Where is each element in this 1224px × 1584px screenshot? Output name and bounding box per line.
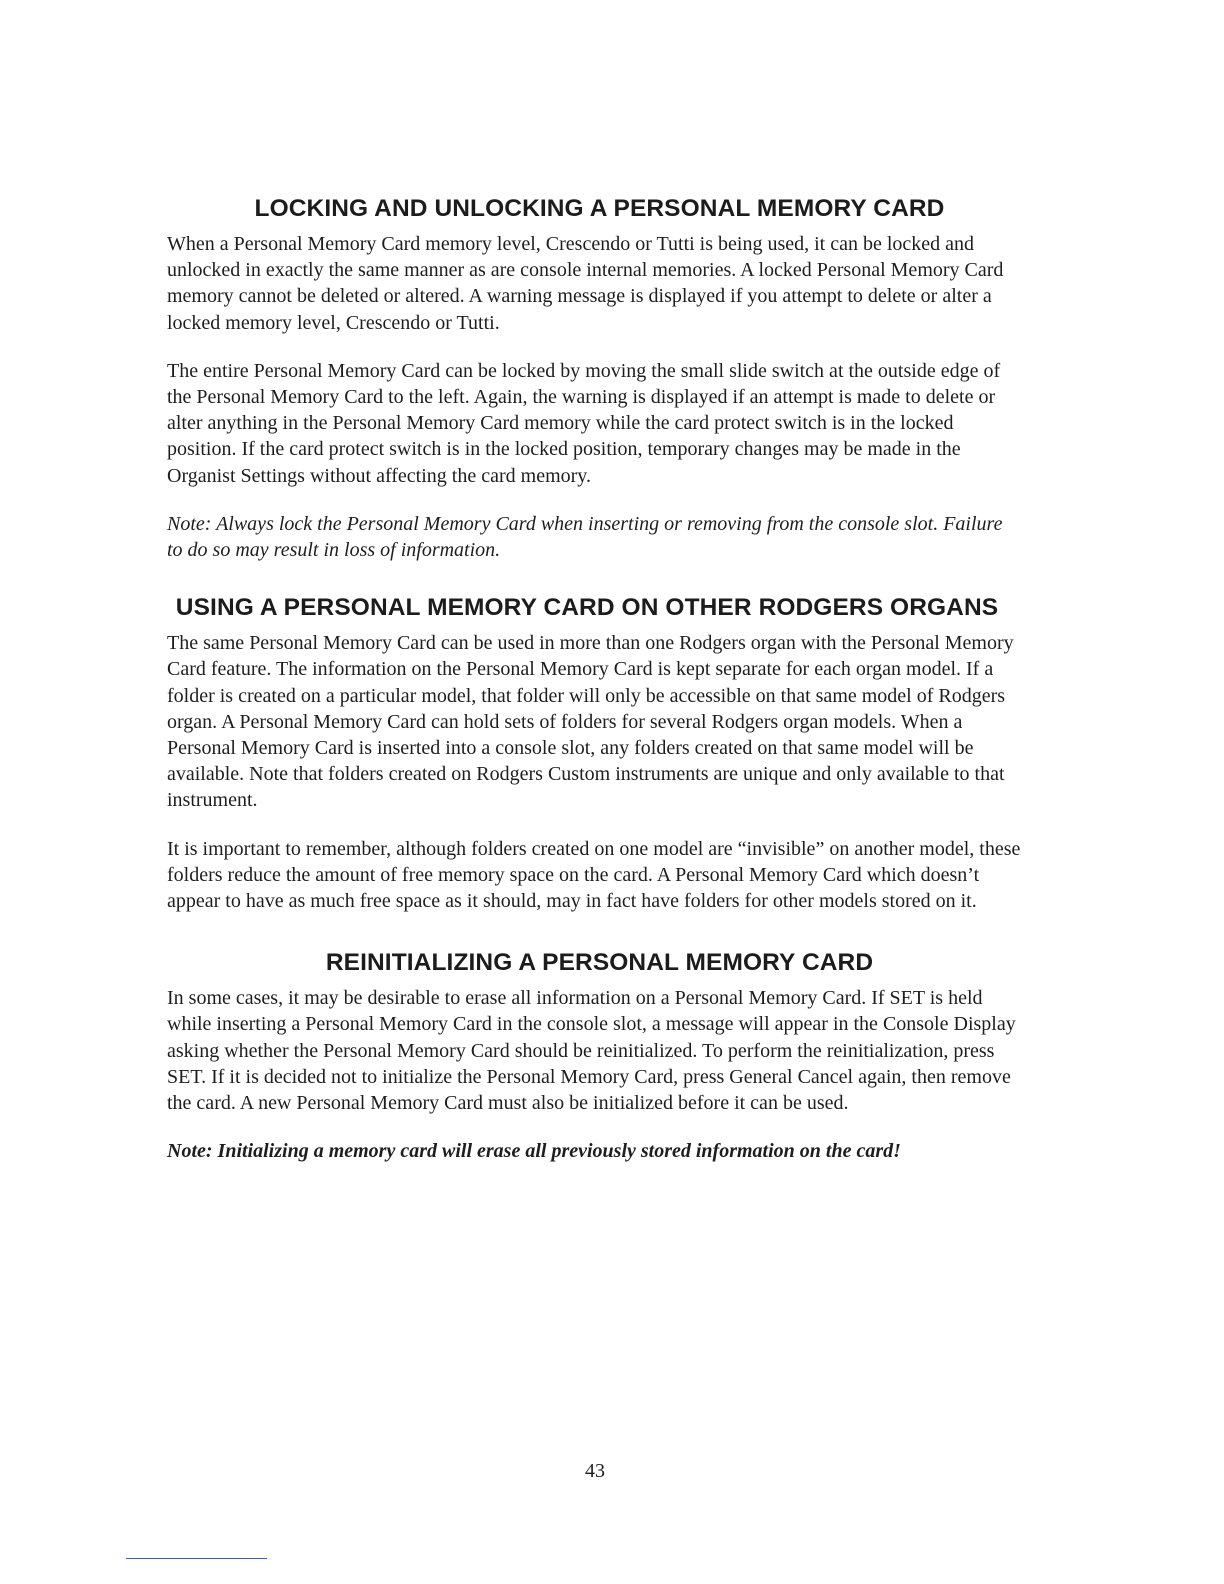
paragraph: The entire Personal Memory Card can be locked by moving the small slide switch at the outside edge of the Personal Memory Card to the left. Again, the warning is displayed if an attempt is made to delete or alter anything in the Personal Memory Card memory while the card protect switch is in the locked position. If the card protect switch is in the locked position, temporary changes may be made in the Organist Settings without affecting the card memory. — [167, 359, 1001, 487]
paragraph: The same Personal Memory Card can be used in more than one Rodgers organ with the Personal Memory Card feature. The information on the Personal Memory Card is kept separate for each organ model. If a folder is created on a particular model, that folder will only be accessible on that same model of Rodgers organ. A Personal Memory Card can hold sets of folders for several Rodgers organ models. When a Personal Memory Card is inserted into a console slot, any folders created on that same model will be available. Note that folders created on Rodgers Custom instruments are unique and only available to that instrument. — [167, 632, 1014, 812]
section-heading-reinitializing: REINITIALIZING A PERSONAL MEMORY CARD — [325, 949, 874, 977]
page-content — [167, 193, 1022, 1186]
footnote-rule — [126, 1558, 267, 1559]
section-heading-locking: LOCKING AND UNLOCKING A PERSONAL MEMORY CARD — [254, 195, 945, 222]
note-lock-card: Note: Always lock the Personal Memory Card when inserting or removing from the console slot. Failure to do so may result in loss of information. — [167, 512, 1003, 562]
page-number: 43 — [585, 1460, 605, 1482]
paragraph: When a Personal Memory Card memory level, Crescendo or Tutti is being used, it can be locked and unlocked in exactly the same manner as are console internal memories. A locked Personal Memory Card memory cannot be deleted or altered. A warning message is displayed if you attempt to delete or alter a locked memory level, Crescendo or Tutti. — [167, 233, 1004, 334]
section-heading-other-organs: USING A PERSONAL MEMORY CARD ON OTHER RODGERS ORGANS — [175, 594, 999, 622]
paragraph: In some cases, it may be desirable to erase all information on a Personal Memory Card. If SET is held while inserting a Personal Memory Card in the console slot, a message will appear in the Console Display asking whether the Personal Memory Card should be reinitialized. To perform the reinitialization, press SET. If it is decided not to initialize the Personal Memory Card, press General Cancel again, then remove the card. A new Personal Memory Card must also be initialized before it can be used. — [167, 987, 1016, 1115]
note-initializing-warning: Note: Initializing a memory card will erase all previously stored information on the card! — [167, 1140, 901, 1163]
paragraph: It is important to remember, although folders created on one model are “invisible” on another model, these folders reduce the amount of free memory space on the card. A Personal Memory Card which doesn’t appear to have as much free space as it should, may in fact have folders for other models stored on it. — [167, 837, 1021, 913]
